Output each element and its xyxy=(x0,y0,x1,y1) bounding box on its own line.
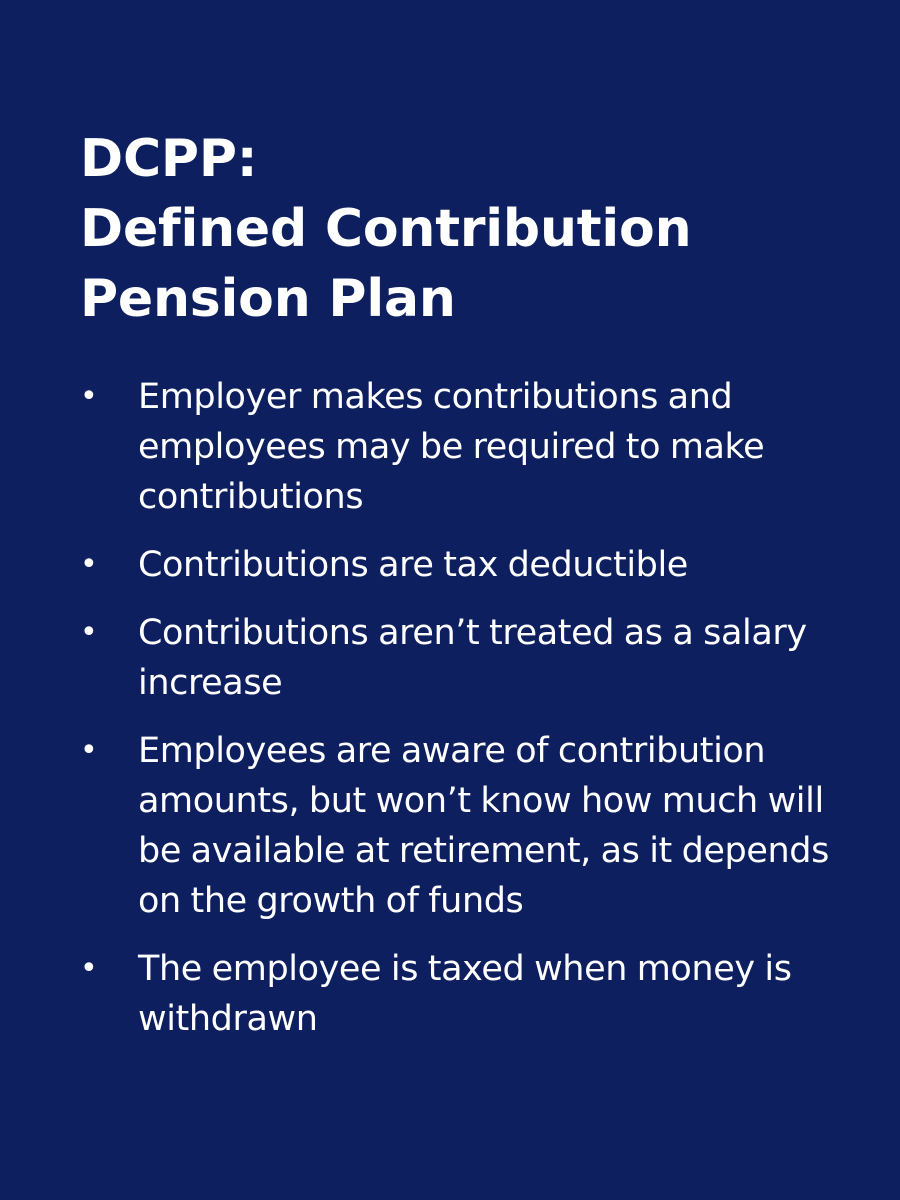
page-title xyxy=(80,124,830,334)
title-line-acronym: DCPP: xyxy=(80,129,258,189)
bullet-text: Contributions aren’t treated as a salary increase xyxy=(138,613,807,703)
bullet-text: Employer makes contributions and employees may be required to make contributions xyxy=(138,377,765,517)
list-item xyxy=(80,540,830,590)
bullet-icon: • xyxy=(80,733,98,768)
bullet-list xyxy=(80,372,830,1044)
bullet-text: The employee is taxed when money is withdrawn xyxy=(138,949,792,1039)
bullet-icon: • xyxy=(80,615,98,650)
list-item xyxy=(80,608,830,708)
bullet-text: Contributions are tax deductible xyxy=(138,545,688,585)
title-line-name-2: Pension Plan xyxy=(80,269,456,329)
bullet-icon: • xyxy=(80,951,98,986)
bullet-icon: • xyxy=(80,547,98,582)
bullet-text: Employees are aware of contribution amounts, but won’t know how much will be available at retirement, as it depends on the growth of funds xyxy=(138,731,829,921)
title-line-name-1: Defined Contribution xyxy=(80,199,692,259)
bullet-icon: • xyxy=(80,379,98,414)
list-item xyxy=(80,726,830,926)
list-item xyxy=(80,944,830,1044)
list-item xyxy=(80,372,830,522)
